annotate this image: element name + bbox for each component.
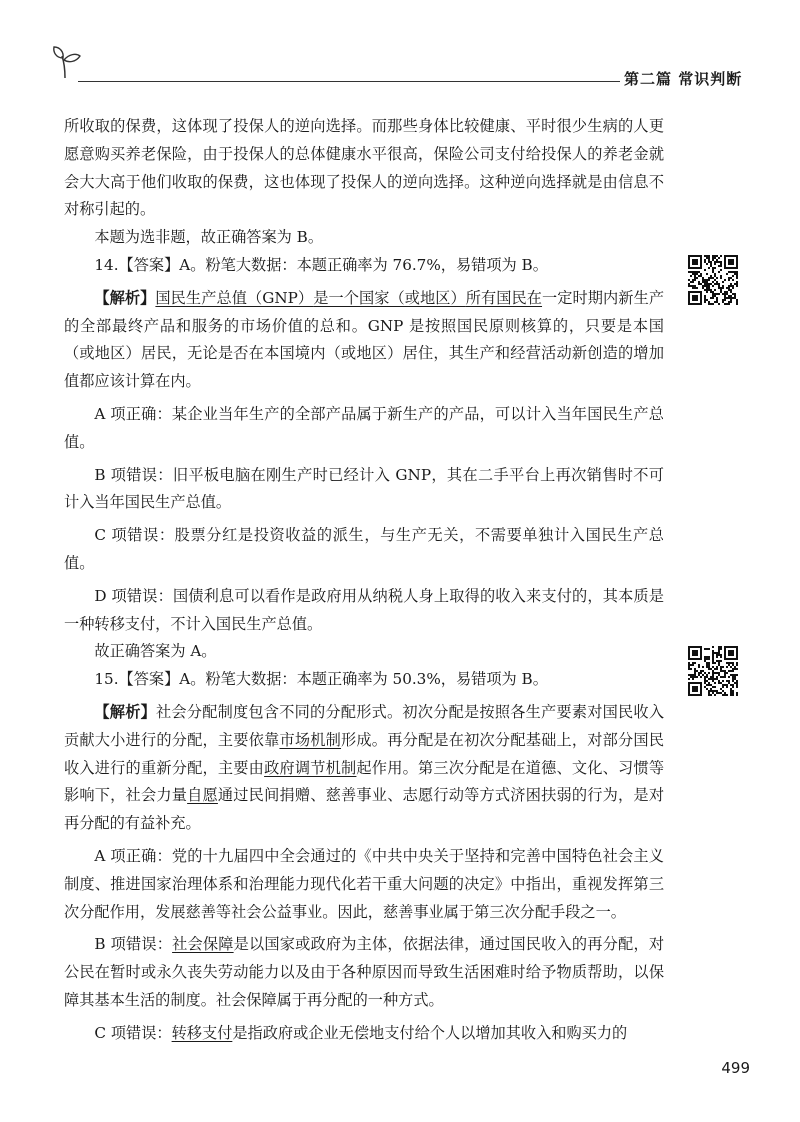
- analysis-label: 【解析】: [94, 288, 156, 307]
- term-gnp: 国民生产总值（GNP）: [155, 288, 314, 307]
- option-d-14: D 项错误：国债利息可以看作是政府用从纳税人身上取得的收入来支付的，其本质是一种转移支付，不计入国民生产总值。: [64, 586, 664, 633]
- term-nationals: 所有国民在: [465, 288, 543, 307]
- option-text: 是指政府或企业无偿地支付给个人以增加其收入和购买力的: [232, 1023, 628, 1042]
- page-number: 499: [721, 1059, 750, 1077]
- conclusion-14: 故正确答案为 A。: [94, 642, 217, 661]
- option-label: C 项错误：: [94, 1023, 172, 1042]
- option-c-15: [64, 1020, 664, 1048]
- analysis-15: [64, 699, 664, 838]
- analysis-text: 通过民间捐赠、慈善事业、志愿行动等方式济困扶弱的行为，是对再分配的有益补充。: [64, 786, 665, 833]
- option-a-14: A 项正确：某企业当年生产的全部产品属于新生产的产品，可以计入当年国民生产总值。: [64, 404, 664, 451]
- analysis-text: 是一个国家（或地区）: [313, 288, 466, 307]
- option-b-15: [64, 931, 664, 1014]
- term-voluntary: 自愿: [187, 786, 218, 805]
- term-government: 政府调节机制: [264, 758, 357, 777]
- analysis-label: 【解析】: [94, 702, 156, 721]
- analysis-text: 一定时期内新生产的全部最终产品和服务的市场价值的总和。GNP 是按照国民原则核算的，只要是本国（或地区）居民，无论是否在本国境内（或地区）居住，其生产和经营活动新创造的增加值都应该计算在内。: [64, 288, 665, 391]
- page-header: [0, 0, 800, 100]
- qr-code-icon[interactable]: [688, 646, 738, 696]
- section-title: 第二篇 常识判断: [624, 70, 743, 88]
- option-label: B 项错误：: [94, 935, 173, 954]
- option-text: 是以国家或政府为主体，依据法律，通过国民收入的再分配，对公民在暂时或永久丧失劳动能力以及由于各种原因而导致生活困难时给予物质帮助，以保障其基本生活的制度。社会保障属于再分配的一种方式。: [64, 935, 665, 1009]
- term-transfer: 转移支付: [171, 1023, 233, 1042]
- term-social-security: 社会保障: [172, 935, 234, 954]
- analysis-text: 社会分配制度包含不同的分配形式。初次分配是按照各生产要素对国民收入贡献大小进行的分配，主要依靠: [64, 702, 665, 749]
- sprout-icon: [52, 44, 82, 80]
- answer-15: 15.【答案】A。粉笔大数据：本题正确率为 50.3%，易错项为 B。: [94, 670, 548, 689]
- analysis-text: 起作用。第三次分配是在道德、文化、习惯等影响下，社会力量: [64, 758, 665, 805]
- option-b-14: B 项错误：旧平板电脑在刚生产时已经计入 GNP，其在二手平台上再次销售时不可计入当年国民生产总值。: [64, 465, 664, 512]
- page-content: [64, 113, 664, 1048]
- option-c-14: C 项错误：股票分红是投资收益的派生，与生产无关，不需要单独计入国民生产总值。: [64, 526, 664, 572]
- paragraph: 本题为选非题，故正确答案为 B。: [94, 228, 324, 247]
- analysis-14: [64, 285, 664, 396]
- qr-code-icon[interactable]: [688, 255, 738, 305]
- analysis-text: 形成。再分配是在初次分配基础上，对部分国民收入进行的重新分配，主要由: [64, 730, 665, 777]
- paragraph: 所收取的保费，这体现了投保人的逆向选择。而那些身体比较健康、平时很少生病的人更愿意购买养老保险，由于投保人的总体健康水平很高，保险公司支付给投保人的养老金就会大大高于他们收取的保费，这也体现了投保人的逆向选择。这种逆向选择就是由信息不对称引起的。: [64, 117, 664, 219]
- term-market: 市场机制: [279, 730, 342, 749]
- answer-14: 14.【答案】A。粉笔大数据：本题正确率为 76.7%，易错项为 B。: [94, 255, 548, 274]
- option-a-15: A 项正确：党的十九届四中全会通过的《中共中央关于坚持和完善中国特色社会主义制度、推进国家治理体系和治理能力现代化若干重大问题的决定》中指出，重视发挥第三次分配作用，发展慈善等社会公益事业。因此，慈善事业属于第三次分配手段之一。: [64, 846, 664, 921]
- header-rule: [78, 81, 620, 82]
